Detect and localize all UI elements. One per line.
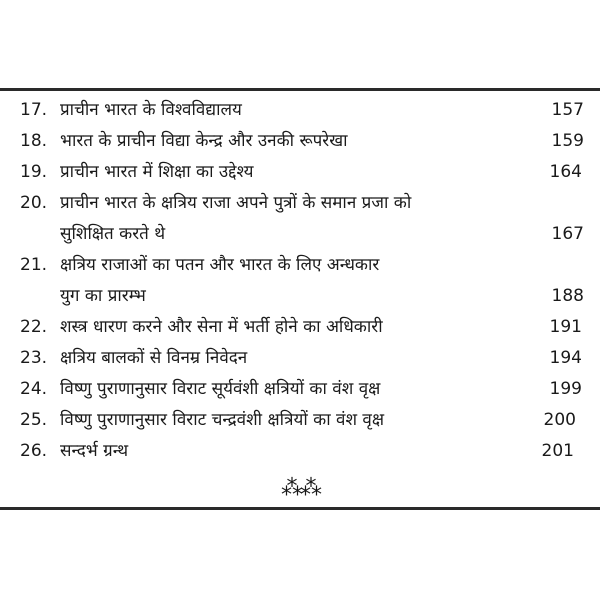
entry-page-number: 167: [551, 224, 584, 244]
entry-number: 20.: [20, 193, 48, 213]
entry-number: 25.: [20, 410, 48, 430]
entry-number: 19.: [20, 162, 48, 182]
toc-entry-25: [20, 405, 594, 436]
entry-number: 26.: [20, 441, 48, 461]
entry-page-number: 164: [549, 162, 582, 182]
entry-title: शस्त्र धारण करने और सेना में भर्ती होने का अधिकारी: [60, 317, 383, 337]
toc-entry-24: [20, 374, 594, 405]
section-end-ornament: ⁂⁂: [281, 476, 319, 501]
entry-title-continuation: सुशिक्षित करते थे: [60, 224, 166, 244]
toc-entry-18: [20, 126, 594, 157]
entry-page-number: 200: [543, 410, 576, 430]
toc-entry-26: [20, 436, 594, 467]
entry-title: क्षत्रिय राजाओं का पतन और भारत के लिए अन्धकार: [60, 255, 380, 275]
entry-title: भारत के प्राचीन विद्या केन्द्र और उनकी रूपरेखा: [60, 131, 348, 151]
entry-number: 24.: [20, 379, 48, 399]
entry-page-number: 191: [549, 317, 582, 337]
entry-page-number: 157: [551, 100, 584, 120]
toc-entry-17: [20, 95, 594, 126]
entry-number: 23.: [20, 348, 48, 368]
entry-title: प्राचीन भारत के क्षत्रिय राजा अपने पुत्रों के समान प्रजा को: [60, 193, 412, 213]
toc-entry-23: [20, 343, 594, 374]
entry-title: विष्णु पुराणानुसार विराट चन्द्रवंशी क्षत्रियों का वंश वृक्ष: [60, 410, 385, 430]
entry-title: प्राचीन भारत के विश्वविद्यालय: [60, 100, 242, 120]
entry-page-number: 201: [541, 441, 574, 461]
entry-number: 22.: [20, 317, 48, 337]
entry-page-number: 188: [551, 286, 584, 306]
toc-entry-21: [20, 250, 594, 312]
entry-title-continuation: युग का प्रारम्भ: [60, 286, 146, 306]
entry-title: क्षत्रिय बालकों से विनम्र निवेदन: [60, 348, 248, 368]
toc-entry-20: [20, 188, 594, 250]
entry-title: प्राचीन भारत में शिक्षा का उद्देश्य: [60, 162, 254, 182]
entry-page-number: 194: [549, 348, 582, 368]
bottom-rule: [0, 507, 600, 510]
entry-title: विष्णु पुराणानुसार विराट सूर्यवंशी क्षत्रियों का वंश वृक्ष: [60, 379, 381, 399]
entry-page-number: 199: [549, 379, 582, 399]
entry-title: सन्दर्भ ग्रन्थ: [60, 441, 129, 461]
table-of-contents: [20, 95, 594, 467]
entry-number: 17.: [20, 100, 48, 120]
toc-entry-19: [20, 157, 594, 188]
entry-number: 18.: [20, 131, 48, 151]
entry-number: 21.: [20, 255, 48, 275]
top-rule: [0, 88, 600, 91]
entry-page-number: 159: [551, 131, 584, 151]
toc-entry-22: [20, 312, 594, 343]
